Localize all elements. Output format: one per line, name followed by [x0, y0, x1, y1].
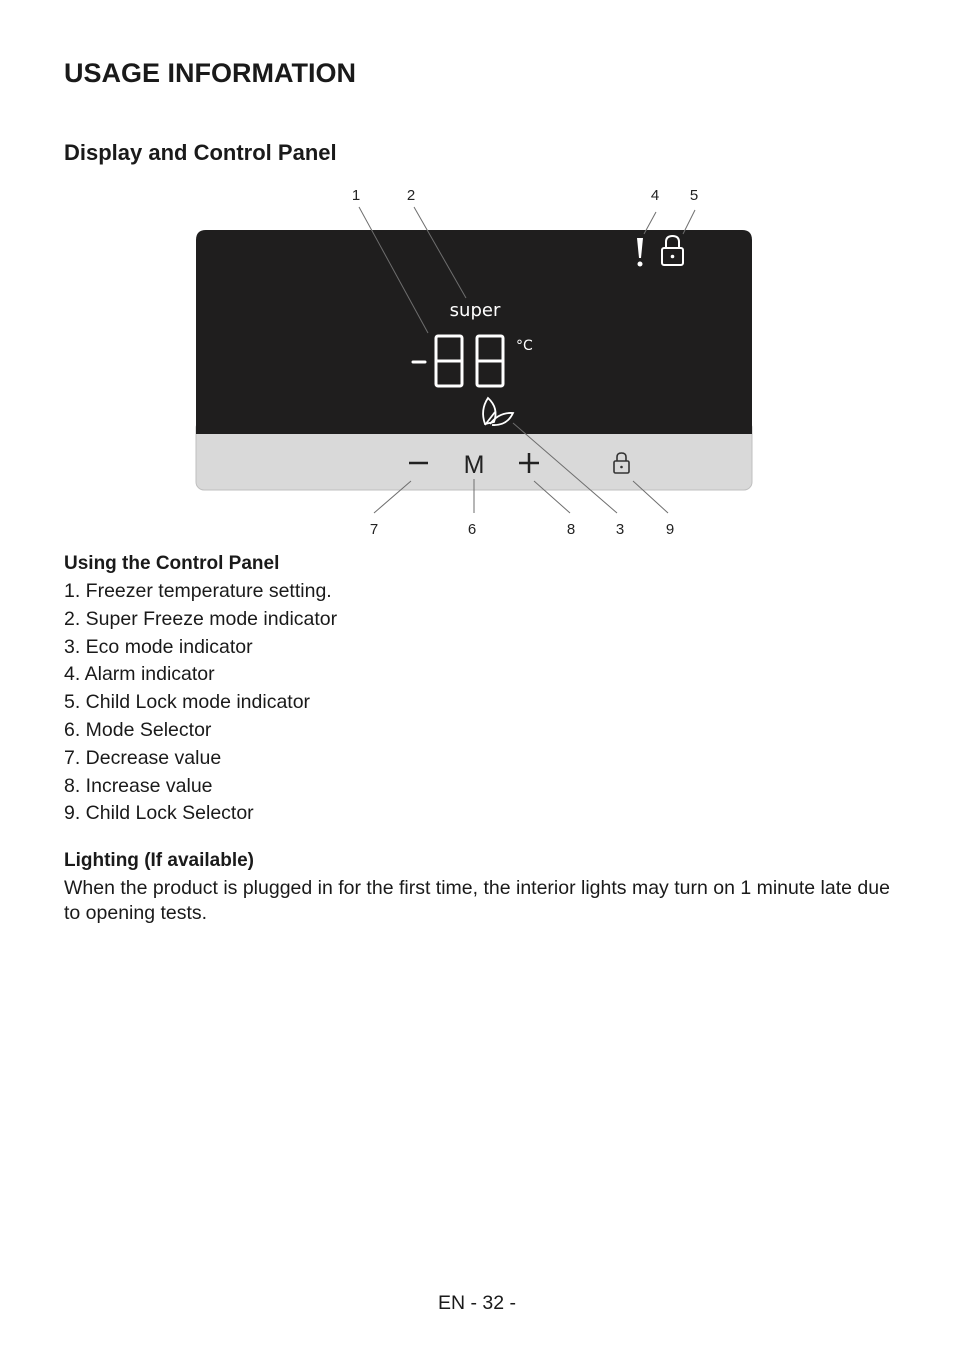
list-item: 4. Alarm indicator: [64, 663, 215, 686]
page-footer: EN - 32 -: [437, 1292, 517, 1314]
callout-6: 6: [467, 521, 477, 538]
callout-9: 9: [665, 521, 675, 538]
list-item: 5. Child Lock mode indicator: [64, 691, 311, 714]
mode-button[interactable]: M: [463, 451, 485, 479]
list-item: 1. Freezer temperature setting.: [64, 580, 332, 602]
list-item: 6. Mode Selector: [64, 718, 212, 741]
list-item: 7. Decrease value: [64, 746, 222, 769]
callout-7: 7: [369, 521, 379, 538]
list-item: 8. Increase value: [64, 774, 213, 797]
lighting-heading: Lighting (If available): [64, 850, 255, 871]
control-panel-diagram: [0, 0, 954, 560]
page-title: USAGE INFORMATION: [64, 58, 356, 88]
callout-4: 4: [650, 187, 660, 204]
section-title: Display and Control Panel: [64, 140, 337, 165]
control-panel-heading: Using the Control Panel: [64, 553, 280, 574]
callout-3: 3: [615, 521, 625, 538]
callout-2: 2: [406, 187, 416, 204]
callout-8: 8: [566, 521, 576, 538]
super-label: super: [449, 300, 501, 321]
callout-1: 1: [351, 187, 361, 204]
panel-display-area: [196, 230, 752, 434]
callout-5: 5: [689, 187, 699, 204]
list-item: 2. Super Freeze mode indicator: [64, 607, 338, 630]
lighting-paragraph: When the product is plugged in for the first time, the interior lights may turn on 1 minute late due to opening tests.: [64, 877, 890, 924]
list-item: 3. Eco mode indicator: [64, 635, 253, 658]
list-item: 9. Child Lock Selector: [64, 802, 254, 825]
degree-unit: °C: [516, 338, 533, 354]
control-panel-list: [64, 578, 337, 828]
